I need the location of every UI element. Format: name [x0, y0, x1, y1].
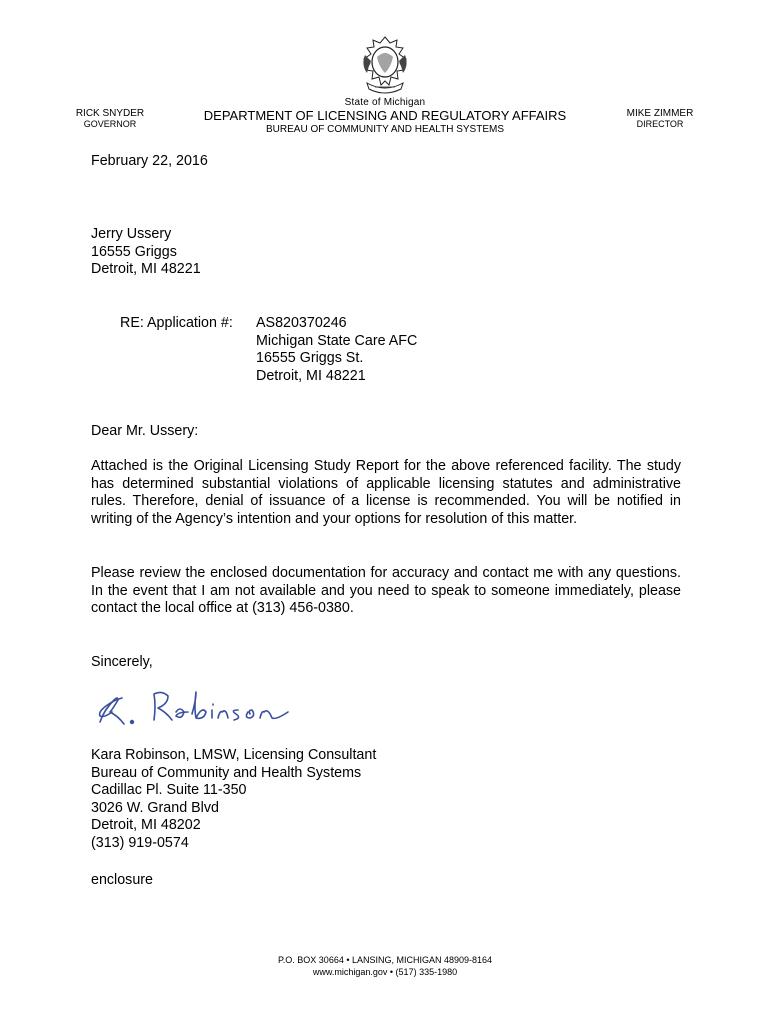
salutation: Dear Mr. Ussery: — [91, 423, 199, 439]
recipient-address — [91, 226, 201, 279]
recipient-street: 16555 Griggs — [91, 243, 177, 260]
closing: Sincerely, — [91, 654, 153, 670]
signer-city: Detroit, MI 48202 — [91, 817, 201, 833]
footer-contact: www.michigan.gov • (517) 335-1980 — [312, 967, 458, 977]
governor-title: GOVERNOR — [83, 119, 137, 129]
application-number: AS820370246 — [256, 315, 347, 331]
governor-name: RICK SNYDER — [75, 108, 145, 119]
letter-date: February 22, 2016 — [91, 153, 208, 169]
director-name: MIKE ZIMMER — [626, 108, 694, 119]
re-details — [256, 315, 417, 385]
signer-phone: (313) 919-0574 — [91, 834, 189, 851]
re-label: RE: Application #: — [120, 315, 233, 331]
signer-block — [91, 747, 376, 852]
department-name: DEPARTMENT OF LICENSING AND REGULATORY AFFAIRS — [203, 108, 567, 123]
footer-address: P.O. BOX 30664 • LANSING, MICHIGAN 48909-8164 — [277, 955, 493, 965]
facility-name: Michigan State Care AFC — [256, 332, 418, 349]
facility-street: 16555 Griggs St. — [256, 350, 364, 366]
facility-city: Detroit, MI 48221 — [256, 367, 366, 384]
bureau-name: BUREAU OF COMMUNITY AND HEALTH SYSTEMS — [266, 124, 504, 135]
director-title: DIRECTOR — [636, 119, 684, 129]
recipient-city: Detroit, MI 48221 — [91, 261, 201, 277]
body-paragraph-1: Attached is the Original Licensing Study Report for the above referenced facility. The study has determined substantial violations of applicable licensing statutes and administrative rules. Therefore, denial of issuance of a license is recommended. You will be notified in writing of the Agency’s intention and your options for resolution of this matter. — [91, 458, 681, 527]
signer-name: Kara Robinson, LMSW, Licensing Consultant — [91, 747, 377, 763]
director-block — [620, 108, 700, 129]
enclosure-note: enclosure — [91, 872, 153, 888]
signer-suite: Cadillac Pl. Suite 11-350 — [91, 782, 247, 798]
signer-bureau: Bureau of Community and Health Systems — [91, 764, 362, 781]
handwritten-signature — [92, 682, 302, 732]
recipient-name: Jerry Ussery — [91, 226, 172, 242]
body-paragraph-2: Please review the enclosed documentation for accuracy and contact me with any questions. In the event that I am not available and you need to speak to someone immediately, please contact the local office at (313) 456-0380. — [91, 565, 681, 616]
governor-block — [70, 108, 150, 129]
state-name: State of Michigan — [344, 97, 426, 108]
michigan-state-seal-icon — [357, 35, 413, 97]
signer-street: 3026 W. Grand Blvd — [91, 799, 219, 816]
